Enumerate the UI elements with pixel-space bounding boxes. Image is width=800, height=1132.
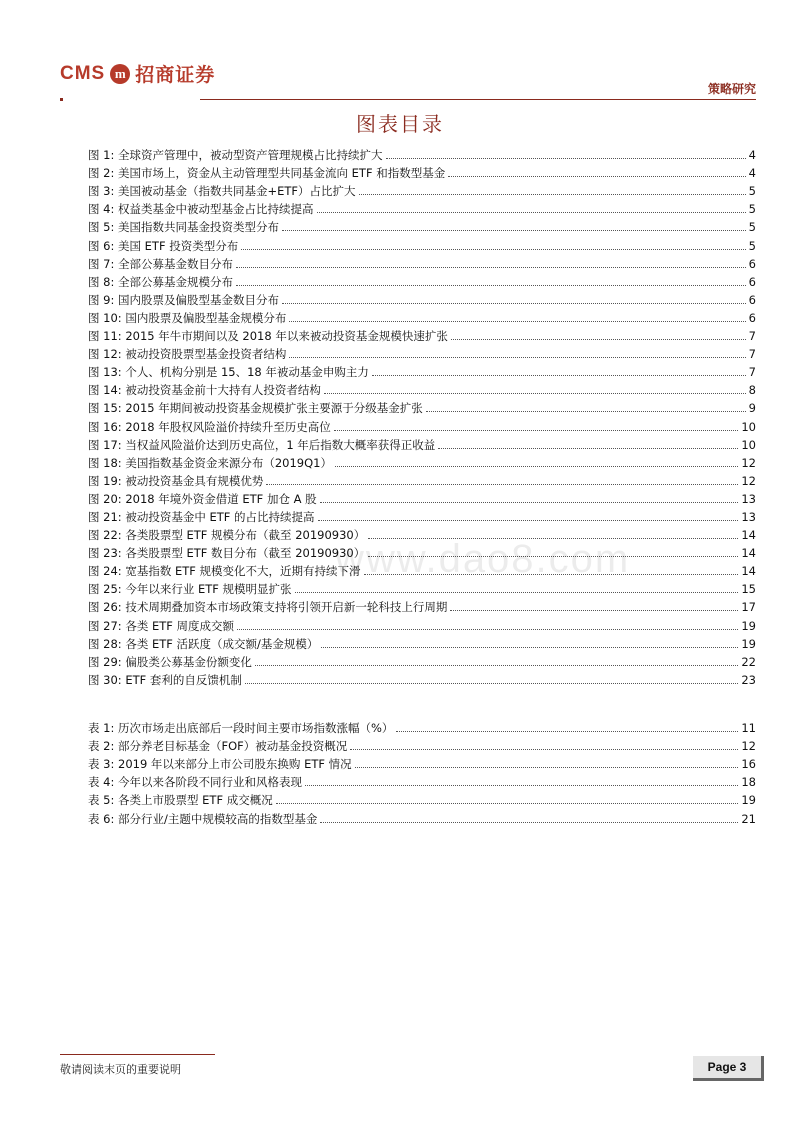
table-entry[interactable] xyxy=(88,719,756,737)
figure-entry[interactable] xyxy=(88,472,756,490)
entry-page-number: 19 xyxy=(741,793,756,808)
entry-page-number: 6 xyxy=(748,274,756,289)
entry-label: 图 28: 各类 ETF 活跃度（成交额/基金规模） xyxy=(88,636,319,651)
dot-leader xyxy=(245,683,738,684)
entry-label: 图 6: 美国 ETF 投资类型分布 xyxy=(88,238,239,253)
entry-page-number: 14 xyxy=(741,546,756,561)
figure-entry[interactable] xyxy=(88,490,756,508)
entry-label: 图 18: 美国指数基金资金来源分布（2019Q1） xyxy=(88,455,332,470)
dot-leader xyxy=(320,502,739,503)
dot-leader xyxy=(335,466,738,467)
entry-page-number: 7 xyxy=(748,329,756,344)
entry-page-number: 9 xyxy=(748,401,756,416)
entry-page-number: 17 xyxy=(741,600,756,615)
entry-label: 表 6: 部分行业/主题中规模较高的指数型基金 xyxy=(88,811,318,826)
page-number-box: Page 3 xyxy=(693,1056,764,1081)
entry-page-number: 21 xyxy=(741,811,756,826)
entry-page-number: 19 xyxy=(741,618,756,633)
entry-label: 表 1: 历次市场走出底部后一段时间主要市场指数涨幅（%） xyxy=(88,721,394,736)
entry-label: 图 12: 被动投资股票型基金投资者结构 xyxy=(88,347,287,362)
dot-leader xyxy=(305,785,738,786)
entry-label: 图 7: 全部公募基金数目分布 xyxy=(88,256,234,271)
table-list xyxy=(88,719,756,828)
entry-page-number: 5 xyxy=(748,202,756,217)
entry-label: 图 5: 美国指数共同基金投资类型分布 xyxy=(88,220,280,235)
header-dot xyxy=(60,98,63,101)
dot-leader xyxy=(276,803,739,804)
figure-entry[interactable] xyxy=(88,182,756,200)
entry-label: 图 21: 被动投资基金中 ETF 的占比持续提高 xyxy=(88,509,315,524)
dot-leader xyxy=(355,767,739,768)
logo-chinese-text: 招商证券 xyxy=(135,64,216,86)
entry-label: 图 11: 2015 年牛市期间以及 2018 年以来被动投资基金规模快速扩张 xyxy=(88,329,448,344)
figure-entry[interactable] xyxy=(88,454,756,472)
figure-entry[interactable] xyxy=(88,146,756,164)
entry-label: 图 10: 国内股票及偏股型基金规模分布 xyxy=(88,310,287,325)
header-rule xyxy=(200,99,756,100)
table-entry[interactable] xyxy=(88,791,756,809)
entry-label: 图 20: 2018 年境外资金借道 ETF 加仓 A 股 xyxy=(88,491,317,506)
dot-leader xyxy=(426,411,746,412)
entry-page-number: 8 xyxy=(748,383,756,398)
entry-label: 图 19: 被动投资基金具有规模优势 xyxy=(88,473,264,488)
figure-entry[interactable] xyxy=(88,363,756,381)
figure-entry[interactable] xyxy=(88,345,756,363)
dot-leader xyxy=(236,267,746,268)
entry-label: 图 14: 被动投资基金前十大持有人投资者结构 xyxy=(88,383,321,398)
entry-label: 图 8: 全部公募基金规模分布 xyxy=(88,274,234,289)
entry-page-number: 16 xyxy=(741,757,756,772)
entry-page-number: 22 xyxy=(741,654,756,669)
entry-label: 图 29: 偏股类公募基金份额变化 xyxy=(88,654,252,669)
logo-cms-text: CMS xyxy=(60,62,106,84)
figure-entry[interactable] xyxy=(88,671,756,689)
entry-page-number: 6 xyxy=(748,256,756,271)
entry-page-number: 5 xyxy=(748,220,756,235)
figure-entry[interactable] xyxy=(88,635,756,653)
figure-entry[interactable] xyxy=(88,291,756,309)
section-label: 策略研究 xyxy=(707,82,756,96)
dot-leader xyxy=(324,393,746,394)
entry-page-number: 14 xyxy=(741,528,756,543)
entry-page-number: 14 xyxy=(741,564,756,579)
entry-page-number: 6 xyxy=(748,310,756,325)
dot-leader xyxy=(359,194,746,195)
dot-leader xyxy=(255,665,739,666)
entry-page-number: 23 xyxy=(741,672,756,687)
page-header xyxy=(0,0,800,110)
entry-page-number: 18 xyxy=(741,775,756,790)
entry-page-number: 4 xyxy=(748,166,756,181)
dot-leader xyxy=(236,285,746,286)
dot-leader xyxy=(318,520,739,521)
dot-leader xyxy=(372,375,746,376)
figure-entry[interactable] xyxy=(88,255,756,273)
entry-label: 图 15: 2015 年期间被动投资基金规模扩张主要源于分级基金扩张 xyxy=(88,401,423,416)
entry-label: 图 4: 权益类基金中被动型基金占比持续提高 xyxy=(88,202,314,217)
entry-page-number: 7 xyxy=(748,347,756,362)
dot-leader xyxy=(321,647,738,648)
entry-page-number: 13 xyxy=(741,491,756,506)
figure-entry[interactable] xyxy=(88,580,756,598)
dot-leader xyxy=(266,484,738,485)
entry-label: 图 30: ETF 套利的自反馈机制 xyxy=(88,672,242,687)
dot-leader xyxy=(396,731,738,732)
entry-page-number: 15 xyxy=(741,582,756,597)
dot-leader xyxy=(241,249,745,250)
entry-label: 图 22: 各类股票型 ETF 规模分布（截至 20190930） xyxy=(88,528,366,543)
figure-entry[interactable] xyxy=(88,616,756,634)
entry-label: 表 2: 部分养老目标基金（FOF）被动基金投资概况 xyxy=(88,739,348,754)
watermark: www.dao8.com xyxy=(335,537,631,581)
entry-label: 表 4: 今年以来各阶段不同行业和风格表现 xyxy=(88,775,303,790)
figure-entry[interactable] xyxy=(88,273,756,291)
entry-page-number: 12 xyxy=(741,455,756,470)
figure-entry[interactable] xyxy=(88,164,756,182)
figure-entry[interactable] xyxy=(88,236,756,254)
entry-page-number: 7 xyxy=(748,365,756,380)
entry-label: 图 25: 今年以来行业 ETF 规模明显扩张 xyxy=(88,582,292,597)
entry-label: 图 23: 各类股票型 ETF 数目分布（截至 20190930） xyxy=(88,546,366,561)
dot-leader xyxy=(289,321,745,322)
entry-page-number: 10 xyxy=(741,437,756,452)
figure-list xyxy=(88,146,756,689)
dot-leader xyxy=(289,357,745,358)
page-footer xyxy=(0,1040,800,1132)
figure-entry[interactable] xyxy=(88,417,756,435)
dot-leader xyxy=(317,212,746,213)
entry-label: 图 24: 宽基指数 ETF 规模变化不大，近期有持续下滑 xyxy=(88,564,361,579)
logo-mark-icon: m xyxy=(110,64,130,84)
dot-leader xyxy=(282,230,746,231)
entry-label: 图 2: 美国市场上，资金从主动管理型共同基金流向 ETF 和指数型基金 xyxy=(88,166,446,181)
table-entry[interactable] xyxy=(88,773,756,791)
page-title: 图表目录 xyxy=(356,112,444,136)
dot-leader xyxy=(320,822,738,823)
entry-page-number: 5 xyxy=(748,184,756,199)
dot-leader xyxy=(282,303,746,304)
footer-rule xyxy=(60,1054,215,1055)
table-entry[interactable] xyxy=(88,809,756,827)
dot-leader xyxy=(334,430,739,431)
entry-page-number: 12 xyxy=(741,473,756,488)
table-entry[interactable] xyxy=(88,737,756,755)
entry-page-number: 4 xyxy=(748,148,756,163)
dot-leader xyxy=(451,339,746,340)
dot-leader xyxy=(350,749,738,750)
figure-entry[interactable] xyxy=(88,399,756,417)
footer-note: 敬请阅读末页的重要说明 xyxy=(60,1063,181,1076)
figure-entry[interactable] xyxy=(88,598,756,616)
figure-entry[interactable] xyxy=(88,508,756,526)
entry-label: 图 26: 技术周期叠加资本市场政策支持将引领开启新一轮科技上行周期 xyxy=(88,600,448,615)
dot-leader xyxy=(448,176,745,177)
figure-entry[interactable] xyxy=(88,381,756,399)
table-entry[interactable] xyxy=(88,755,756,773)
entry-label: 图 13: 个人、机构分别是 15、18 年被动基金申购主力 xyxy=(88,365,369,380)
entry-page-number: 10 xyxy=(741,419,756,434)
figure-entry[interactable] xyxy=(88,653,756,671)
figure-entry[interactable] xyxy=(88,218,756,236)
entry-label: 图 9: 国内股票及偏股型基金数目分布 xyxy=(88,292,280,307)
entry-page-number: 5 xyxy=(748,238,756,253)
entry-page-number: 13 xyxy=(741,509,756,524)
figure-entry[interactable] xyxy=(88,309,756,327)
entry-label: 图 17: 当权益风险溢价达到历史高位，1 年后指数大概率获得正收益 xyxy=(88,437,436,452)
entry-page-number: 6 xyxy=(748,292,756,307)
entry-page-number: 19 xyxy=(741,636,756,651)
cms-logo xyxy=(60,60,215,87)
entry-label: 图 27: 各类 ETF 周度成交额 xyxy=(88,618,235,633)
dot-leader xyxy=(438,448,738,449)
dot-leader xyxy=(450,610,738,611)
entry-page-number: 11 xyxy=(741,721,756,736)
entry-label: 表 5: 各类上市股票型 ETF 成交概况 xyxy=(88,793,273,808)
entry-label: 表 3: 2019 年以来部分上市公司股东换购 ETF 情况 xyxy=(88,757,352,772)
entry-page-number: 12 xyxy=(741,739,756,754)
entry-label: 图 3: 美国被动基金（指数共同基金+ETF）占比扩大 xyxy=(88,184,356,199)
figure-entry[interactable] xyxy=(88,327,756,345)
entry-label: 图 1: 全球资产管理中，被动型资产管理规模占比持续扩大 xyxy=(88,148,383,163)
entry-label: 图 16: 2018 年股权风险溢价持续升至历史高位 xyxy=(88,419,331,434)
dot-leader xyxy=(237,629,738,630)
figure-entry[interactable] xyxy=(88,200,756,218)
dot-leader xyxy=(386,158,746,159)
figure-entry[interactable] xyxy=(88,436,756,454)
dot-leader xyxy=(295,592,739,593)
